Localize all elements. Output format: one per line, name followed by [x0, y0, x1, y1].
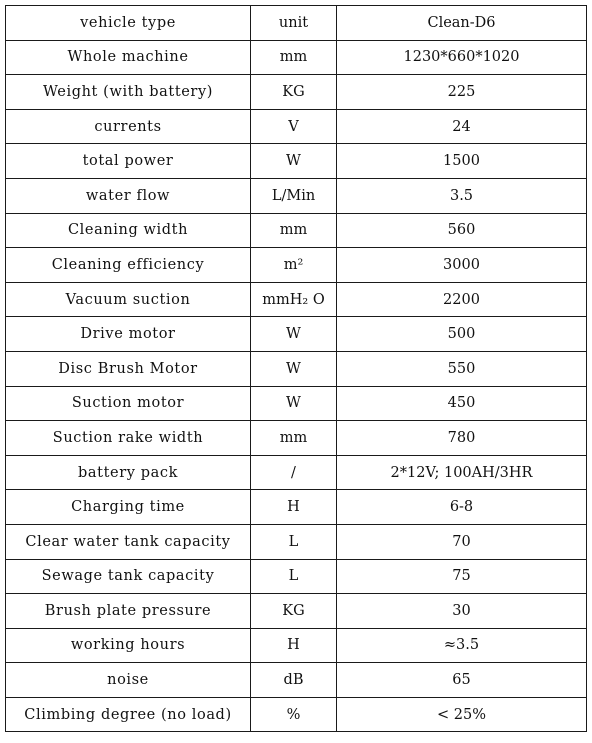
table-row — [6, 524, 587, 559]
table-header-row — [6, 6, 587, 41]
spec-unit-cell: mm — [251, 40, 337, 75]
header-unit-cell: unit — [251, 6, 337, 41]
spec-unit-cell: m² — [251, 248, 337, 283]
spec-name-cell: Drive motor — [6, 317, 251, 352]
spec-value-cell: 24 — [337, 109, 587, 144]
table-row — [6, 594, 587, 629]
spec-unit-cell: H — [251, 628, 337, 663]
table-row — [6, 178, 587, 213]
spec-unit-cell: W — [251, 386, 337, 421]
spec-unit-cell: W — [251, 144, 337, 179]
table-row — [6, 663, 587, 698]
spec-value-cell: 30 — [337, 594, 587, 629]
spec-value-cell: 500 — [337, 317, 587, 352]
table-row — [6, 213, 587, 248]
spec-unit-cell: mmH₂ O — [251, 282, 337, 317]
table-row — [6, 40, 587, 75]
spec-name-cell: Cleaning width — [6, 213, 251, 248]
spec-table — [5, 5, 587, 732]
table-row — [6, 282, 587, 317]
table-row — [6, 351, 587, 386]
table-row — [6, 421, 587, 456]
table-row — [6, 628, 587, 663]
spec-name-cell: Climbing degree (no load) — [6, 697, 251, 732]
spec-value-cell: 75 — [337, 559, 587, 594]
table-row — [6, 559, 587, 594]
table-row — [6, 697, 587, 732]
spec-name-cell: working hours — [6, 628, 251, 663]
table-row — [6, 144, 587, 179]
spec-unit-cell: % — [251, 697, 337, 732]
spec-name-cell: total power — [6, 144, 251, 179]
spec-name-cell: Vacuum suction — [6, 282, 251, 317]
spec-unit-cell: W — [251, 351, 337, 386]
spec-name-cell: Brush plate pressure — [6, 594, 251, 629]
spec-value-cell: 780 — [337, 421, 587, 456]
spec-unit-cell: dB — [251, 663, 337, 698]
spec-name-cell: battery pack — [6, 455, 251, 490]
header-value-cell: Clean-D6 — [337, 6, 587, 41]
spec-unit-cell: L/Min — [251, 178, 337, 213]
spec-unit-cell: mm — [251, 213, 337, 248]
table-row — [6, 386, 587, 421]
spec-value-cell: ≈3.5 — [337, 628, 587, 663]
spec-unit-cell: H — [251, 490, 337, 525]
spec-name-cell: noise — [6, 663, 251, 698]
spec-value-cell: 3000 — [337, 248, 587, 283]
spec-name-cell: Clear water tank capacity — [6, 524, 251, 559]
spec-name-cell: Whole machine — [6, 40, 251, 75]
table-row — [6, 75, 587, 110]
spec-name-cell: Suction rake width — [6, 421, 251, 456]
spec-value-cell: 550 — [337, 351, 587, 386]
spec-name-cell: Suction motor — [6, 386, 251, 421]
spec-name-cell: water flow — [6, 178, 251, 213]
spec-unit-cell: L — [251, 524, 337, 559]
spec-unit-cell: KG — [251, 75, 337, 110]
spec-name-cell: Sewage tank capacity — [6, 559, 251, 594]
spec-value-cell: < 25% — [337, 697, 587, 732]
spec-value-cell: 65 — [337, 663, 587, 698]
spec-name-cell: Charging time — [6, 490, 251, 525]
spec-unit-cell: W — [251, 317, 337, 352]
spec-value-cell: 2*12V; 100AH/3HR — [337, 455, 587, 490]
table-row — [6, 317, 587, 352]
spec-unit-cell: / — [251, 455, 337, 490]
spec-name-cell: Weight (with battery) — [6, 75, 251, 110]
table-row — [6, 248, 587, 283]
spec-unit-cell: V — [251, 109, 337, 144]
spec-unit-cell: KG — [251, 594, 337, 629]
spec-name-cell: currents — [6, 109, 251, 144]
spec-table-body — [6, 6, 587, 732]
spec-value-cell: 1500 — [337, 144, 587, 179]
spec-unit-cell: L — [251, 559, 337, 594]
spec-value-cell: 450 — [337, 386, 587, 421]
table-row — [6, 490, 587, 525]
header-name-cell: vehicle type — [6, 6, 251, 41]
table-row — [6, 109, 587, 144]
spec-value-cell: 3.5 — [337, 178, 587, 213]
spec-value-cell: 225 — [337, 75, 587, 110]
spec-value-cell: 6-8 — [337, 490, 587, 525]
table-row — [6, 455, 587, 490]
spec-name-cell: Disc Brush Motor — [6, 351, 251, 386]
spec-unit-cell: mm — [251, 421, 337, 456]
spec-value-cell: 1230*660*1020 — [337, 40, 587, 75]
spec-name-cell: Cleaning efficiency — [6, 248, 251, 283]
spec-value-cell: 70 — [337, 524, 587, 559]
spec-value-cell: 2200 — [337, 282, 587, 317]
spec-value-cell: 560 — [337, 213, 587, 248]
